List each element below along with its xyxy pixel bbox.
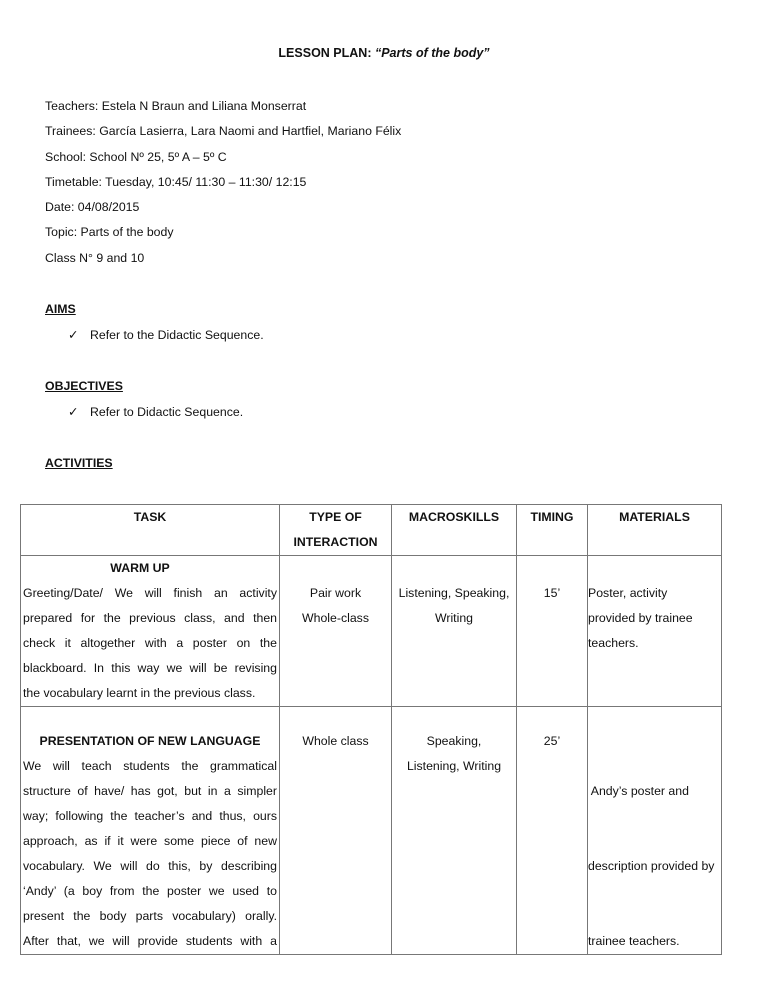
table-row [21, 707, 722, 955]
timing-cell [517, 556, 588, 707]
macroskills-cell [392, 556, 517, 707]
materials-cell [588, 556, 722, 707]
task-line: Greeting/Date/ We will finish an activity [23, 586, 277, 600]
macroskills-line: Speaking, [426, 734, 482, 748]
check-icon: ✓ [68, 328, 79, 342]
interaction-line: Pair work [309, 586, 362, 600]
interaction-cell [280, 707, 392, 955]
task-line: approach, as if it were some piece of new [23, 834, 277, 848]
task-line: structure of have/ has got, but in a simpler [23, 784, 277, 798]
info-school: School: School Nº 25, 5º A – 5º C [45, 149, 227, 164]
task-line: present the body parts vocabulary) orally. [23, 909, 277, 923]
task-line: After that, we will provide students with a [23, 934, 277, 948]
page-title [0, 46, 768, 60]
title-italic: “Parts of the body” [374, 46, 490, 60]
task-line: vocabulary. We will do this, by describing [23, 859, 277, 873]
info-teachers: Teachers: Estela N Braun and Liliana Monserrat [45, 99, 307, 113]
task-cell [21, 556, 280, 707]
task-cell [21, 707, 280, 955]
objectives-item [68, 405, 243, 419]
info-topic: Topic: Parts of the body [45, 225, 174, 240]
info-trainees: Trainees: García Lasierra, Lara Naomi and Hartfiel, Mariano Félix [45, 124, 402, 139]
check-icon: ✓ [68, 405, 79, 419]
macroskills-line: Writing [434, 611, 474, 625]
macroskills-line: Listening, Writing [406, 759, 502, 773]
header-macroskills: MACROSKILLS [392, 505, 517, 556]
timing-value: 15’ [543, 586, 561, 600]
header-materials: MATERIALS [588, 505, 722, 556]
header-task: TASK [21, 505, 280, 556]
interaction-cell [280, 556, 392, 707]
task-line: the vocabulary learnt in the previous class. [23, 686, 256, 700]
materials-line: trainee teachers. [588, 934, 680, 948]
task-line: check it altogether with a poster on the [23, 636, 277, 650]
aims-item [68, 328, 264, 342]
macroskills-cell [392, 707, 517, 955]
info-class: Class N° 9 and 10 [45, 250, 145, 265]
info-date: Date: 04/08/2015 [45, 200, 140, 215]
materials-line: provided by trainee [588, 611, 693, 625]
objectives-text: Refer to Didactic Sequence. [90, 405, 244, 419]
header-timing: TIMING [517, 505, 588, 556]
info-timetable: Timetable: Tuesday, 10:45/ 11:30 – 11:30/ 12:15 [45, 174, 307, 189]
title-prefix: LESSON PLAN: [278, 46, 375, 60]
table-row [21, 556, 722, 707]
table-header-row [21, 505, 722, 556]
task-title: WARM UP [110, 561, 170, 575]
objectives-heading: OBJECTIVES [45, 379, 123, 393]
interaction-line: Whole-class [302, 611, 369, 625]
task-title: PRESENTATION OF NEW LANGUAGE [39, 734, 261, 748]
interaction-line: Whole class [302, 734, 369, 748]
timing-cell [517, 707, 588, 955]
task-line: prepared for the previous class, and then [23, 611, 277, 625]
activities-heading: ACTIVITIES [45, 456, 113, 470]
materials-cell [588, 707, 722, 955]
macroskills-line: Listening, Speaking, [398, 586, 510, 600]
materials-line: description provided by [588, 859, 715, 873]
materials-line: teachers. [588, 636, 639, 650]
materials-line: Andy’s poster and [588, 784, 689, 798]
aims-heading: AIMS [45, 302, 76, 316]
timing-value: 25’ [543, 734, 561, 748]
materials-line: Poster, activity [588, 586, 668, 600]
task-line: way; following the teacher’s and thus, ours [23, 809, 277, 823]
task-line: ‘Andy’ (a boy from the poster we used to [23, 884, 277, 898]
task-line: We will teach students the grammatical [23, 759, 277, 773]
aims-text: Refer to the Didactic Sequence. [90, 328, 264, 342]
activities-table [20, 504, 722, 955]
task-line: blackboard. In this way we will be revising [23, 661, 277, 675]
header-interaction: TYPE OF INTERACTION [280, 505, 392, 556]
lesson-info [45, 98, 401, 275]
